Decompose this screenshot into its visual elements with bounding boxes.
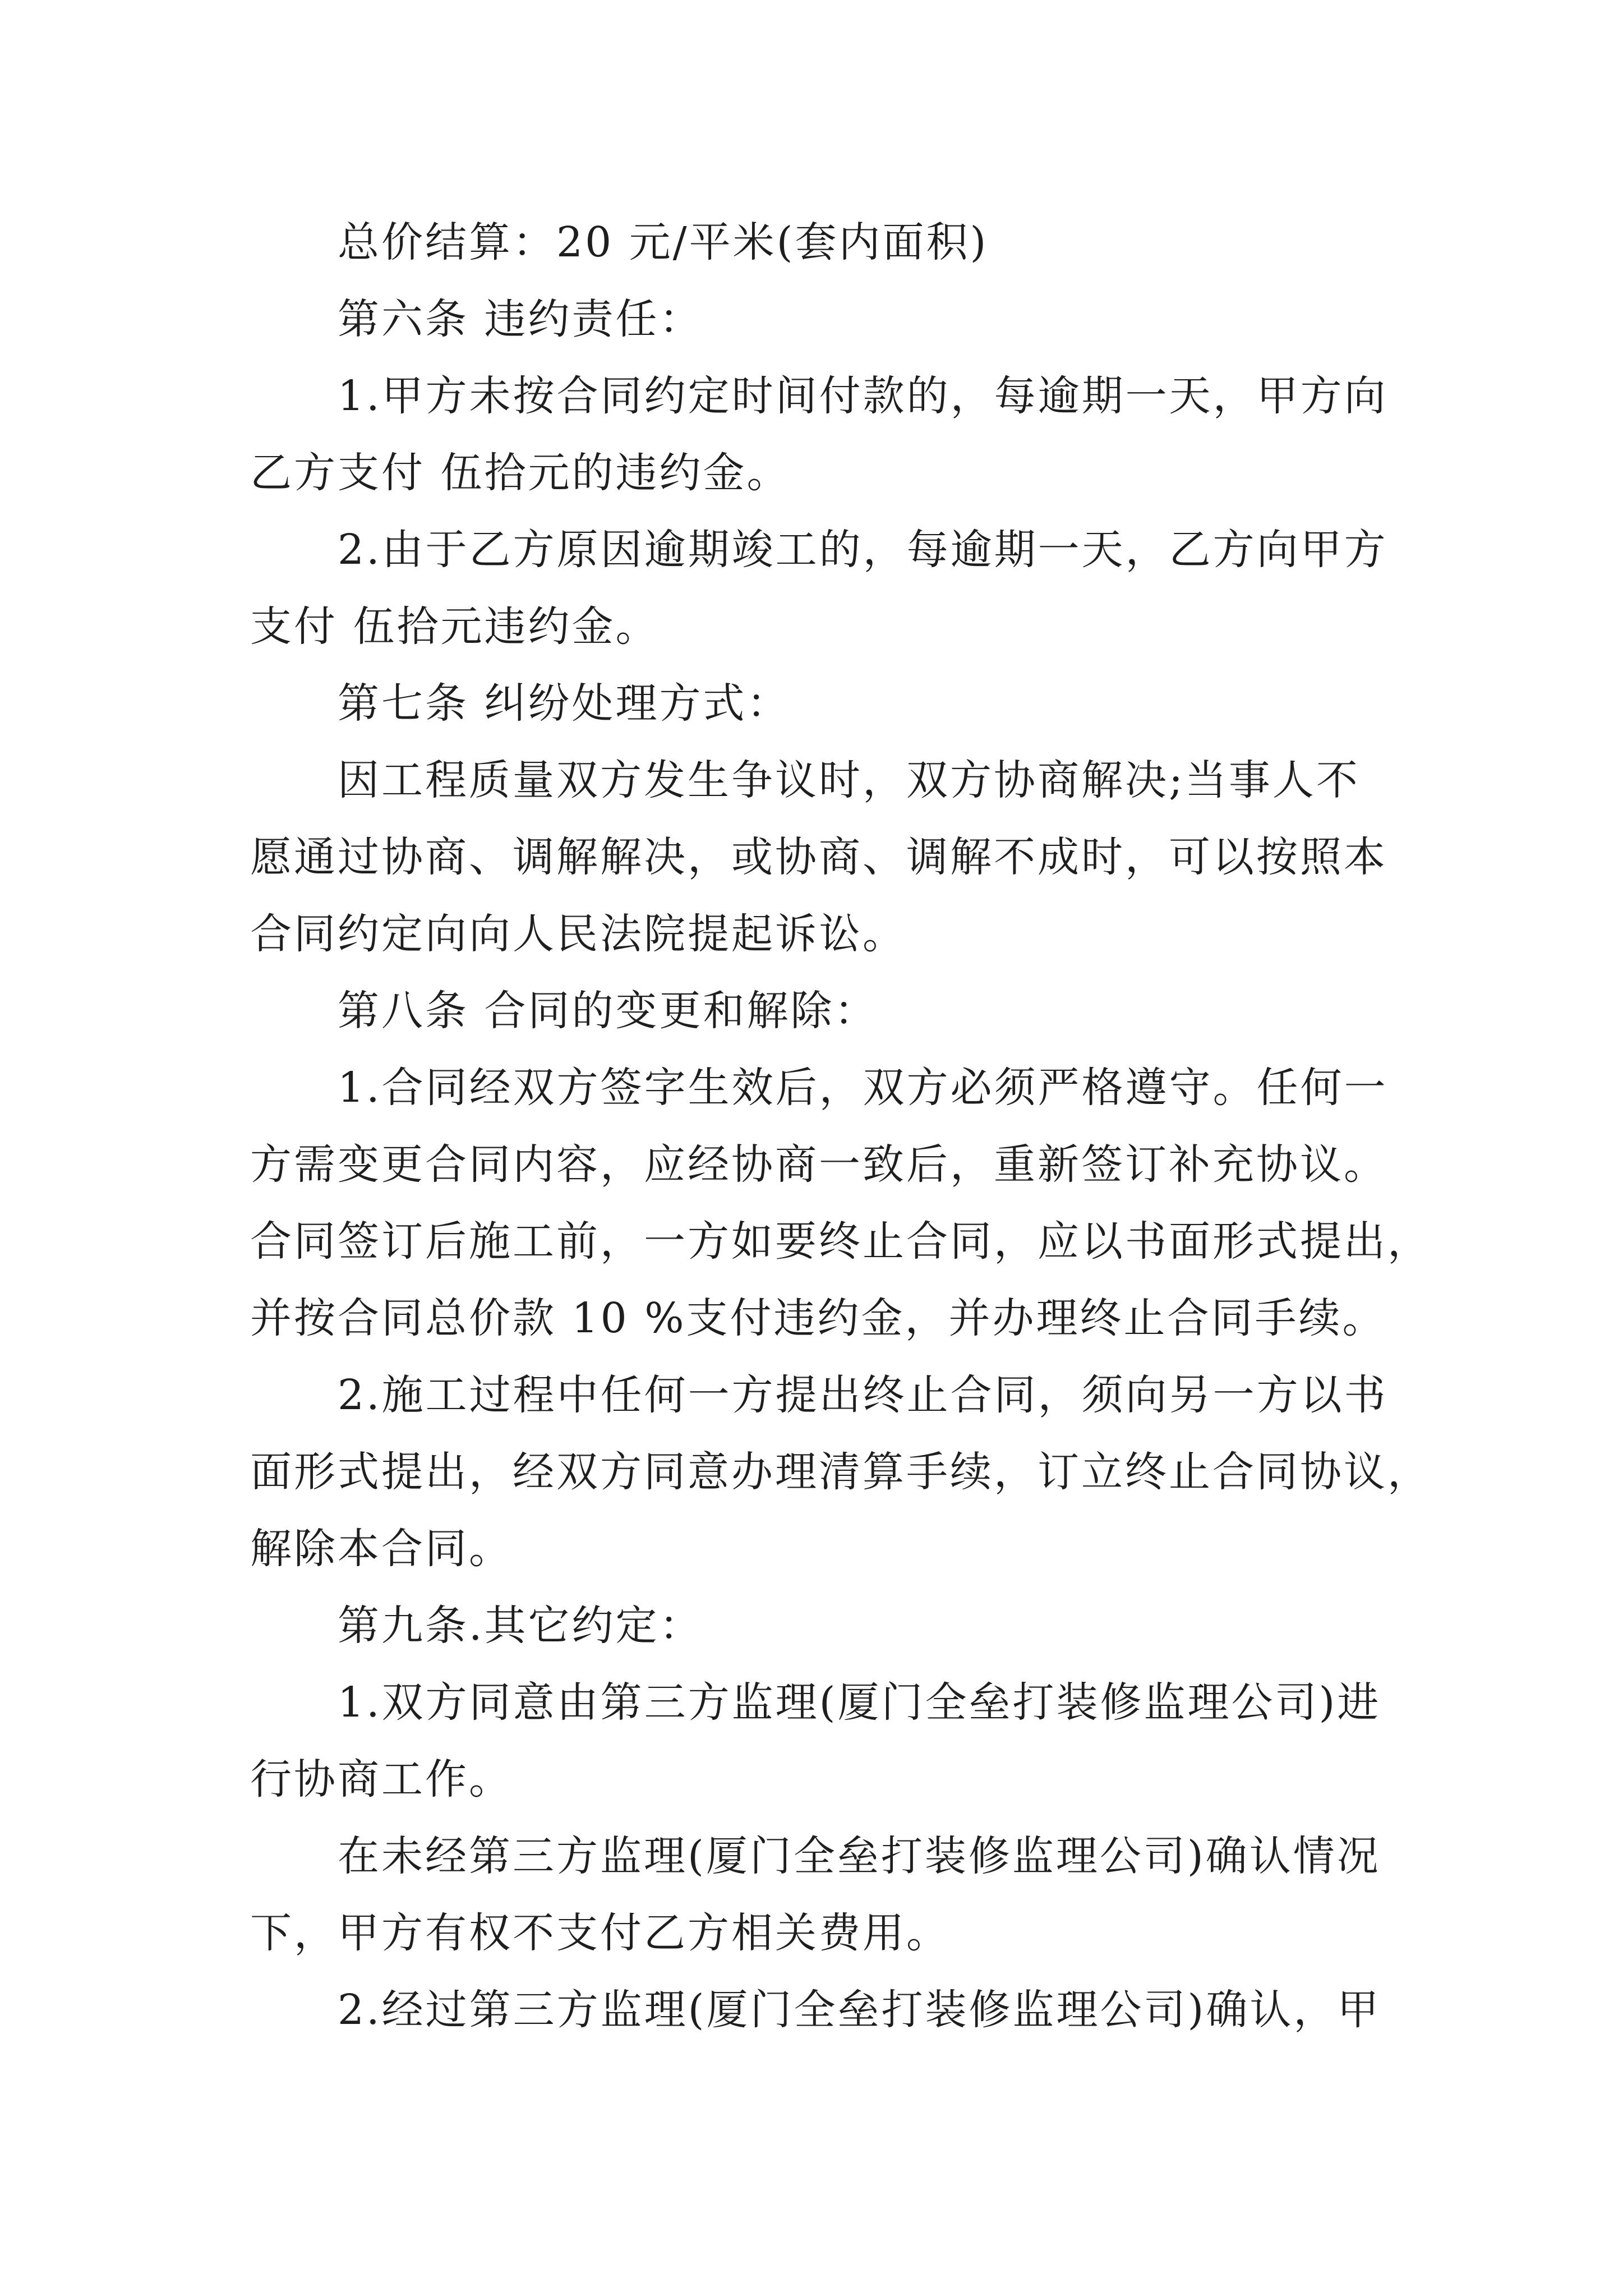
text-line: 因工程质量双方发生争议时，双方协商解决;当事人不 (338, 756, 1360, 804)
text-line: 1.合同经双方签字生效后，双方必须严格遵守。任何一 (338, 1064, 1388, 1112)
text-line: 第六条 违约责任： (338, 295, 703, 343)
paragraph-9-1 (250, 1664, 1484, 1818)
text-line: 解除本合同。 (250, 1525, 513, 1573)
paragraph-8-2 (250, 1357, 1484, 1588)
text-line: 总价结算：20 元/平米(套内面积) (338, 218, 989, 266)
text-line: 愿通过协商、调解解决，或协商、调解不成时，可以按照本 (250, 833, 1387, 881)
text-line: 并按合同总价款 10 %支付违约金，并办理终止合同手续。 (250, 1294, 1386, 1342)
section-heading-article-8 (250, 973, 1484, 1050)
text-line: 支付 伍拾元违约金。 (250, 602, 660, 651)
paragraph-8-1 (250, 1050, 1484, 1357)
text-line: 2.由于乙方原因逾期竣工的，每逾期一天，乙方向甲方 (338, 526, 1388, 574)
text-line: 第八条 合同的变更和解除： (338, 987, 878, 1035)
paragraph-6-1 (250, 358, 1484, 512)
paragraph-9-1-note (250, 1818, 1484, 1972)
text-line: 面形式提出，经双方同意办理清算手续，订立终止合同协议， (250, 1448, 1431, 1496)
section-heading-article-7 (250, 665, 1484, 742)
text-line: 2.施工过程中任何一方提出终止合同，须向另一方以书 (338, 1371, 1388, 1419)
text-line: 第七条 纠纷处理方式： (338, 679, 791, 728)
text-line: 1.双方同意由第三方监理(厦门全垒打装修监理公司)进 (338, 1678, 1381, 1727)
text-line: 第九条.其它约定： (338, 1602, 703, 1650)
section-heading-article-9 (250, 1588, 1484, 1664)
text-line: 1.甲方未按合同约定时间付款的，每逾期一天，甲方向 (338, 372, 1388, 420)
text-line: 合同约定向向人民法院提起诉讼。 (250, 910, 906, 958)
text-line: 乙方支付 伍拾元的违约金。 (250, 449, 791, 497)
text-line: 下，甲方有权不支付乙方相关费用。 (250, 1909, 950, 1957)
text-line: 2.经过第三方监理(厦门全垒打装修监理公司)确认，甲 (338, 1986, 1381, 2034)
paragraph-total-price (250, 204, 1484, 281)
document-body (250, 204, 1484, 2049)
paragraph-7-1 (250, 742, 1484, 973)
paragraph-6-2 (250, 512, 1484, 665)
text-line: 在未经第三方监理(厦门全垒打装修监理公司)确认情况 (338, 1832, 1381, 1880)
text-line: 方需变更合同内容，应经协商一致后，重新签订补充协议。 (250, 1140, 1387, 1189)
text-line: 行协商工作。 (250, 1755, 513, 1803)
paragraph-9-2 (250, 1972, 1484, 2049)
section-heading-article-6 (250, 281, 1484, 358)
text-line: 合同签订后施工前，一方如要终止合同，应以书面形式提出， (250, 1217, 1431, 1266)
